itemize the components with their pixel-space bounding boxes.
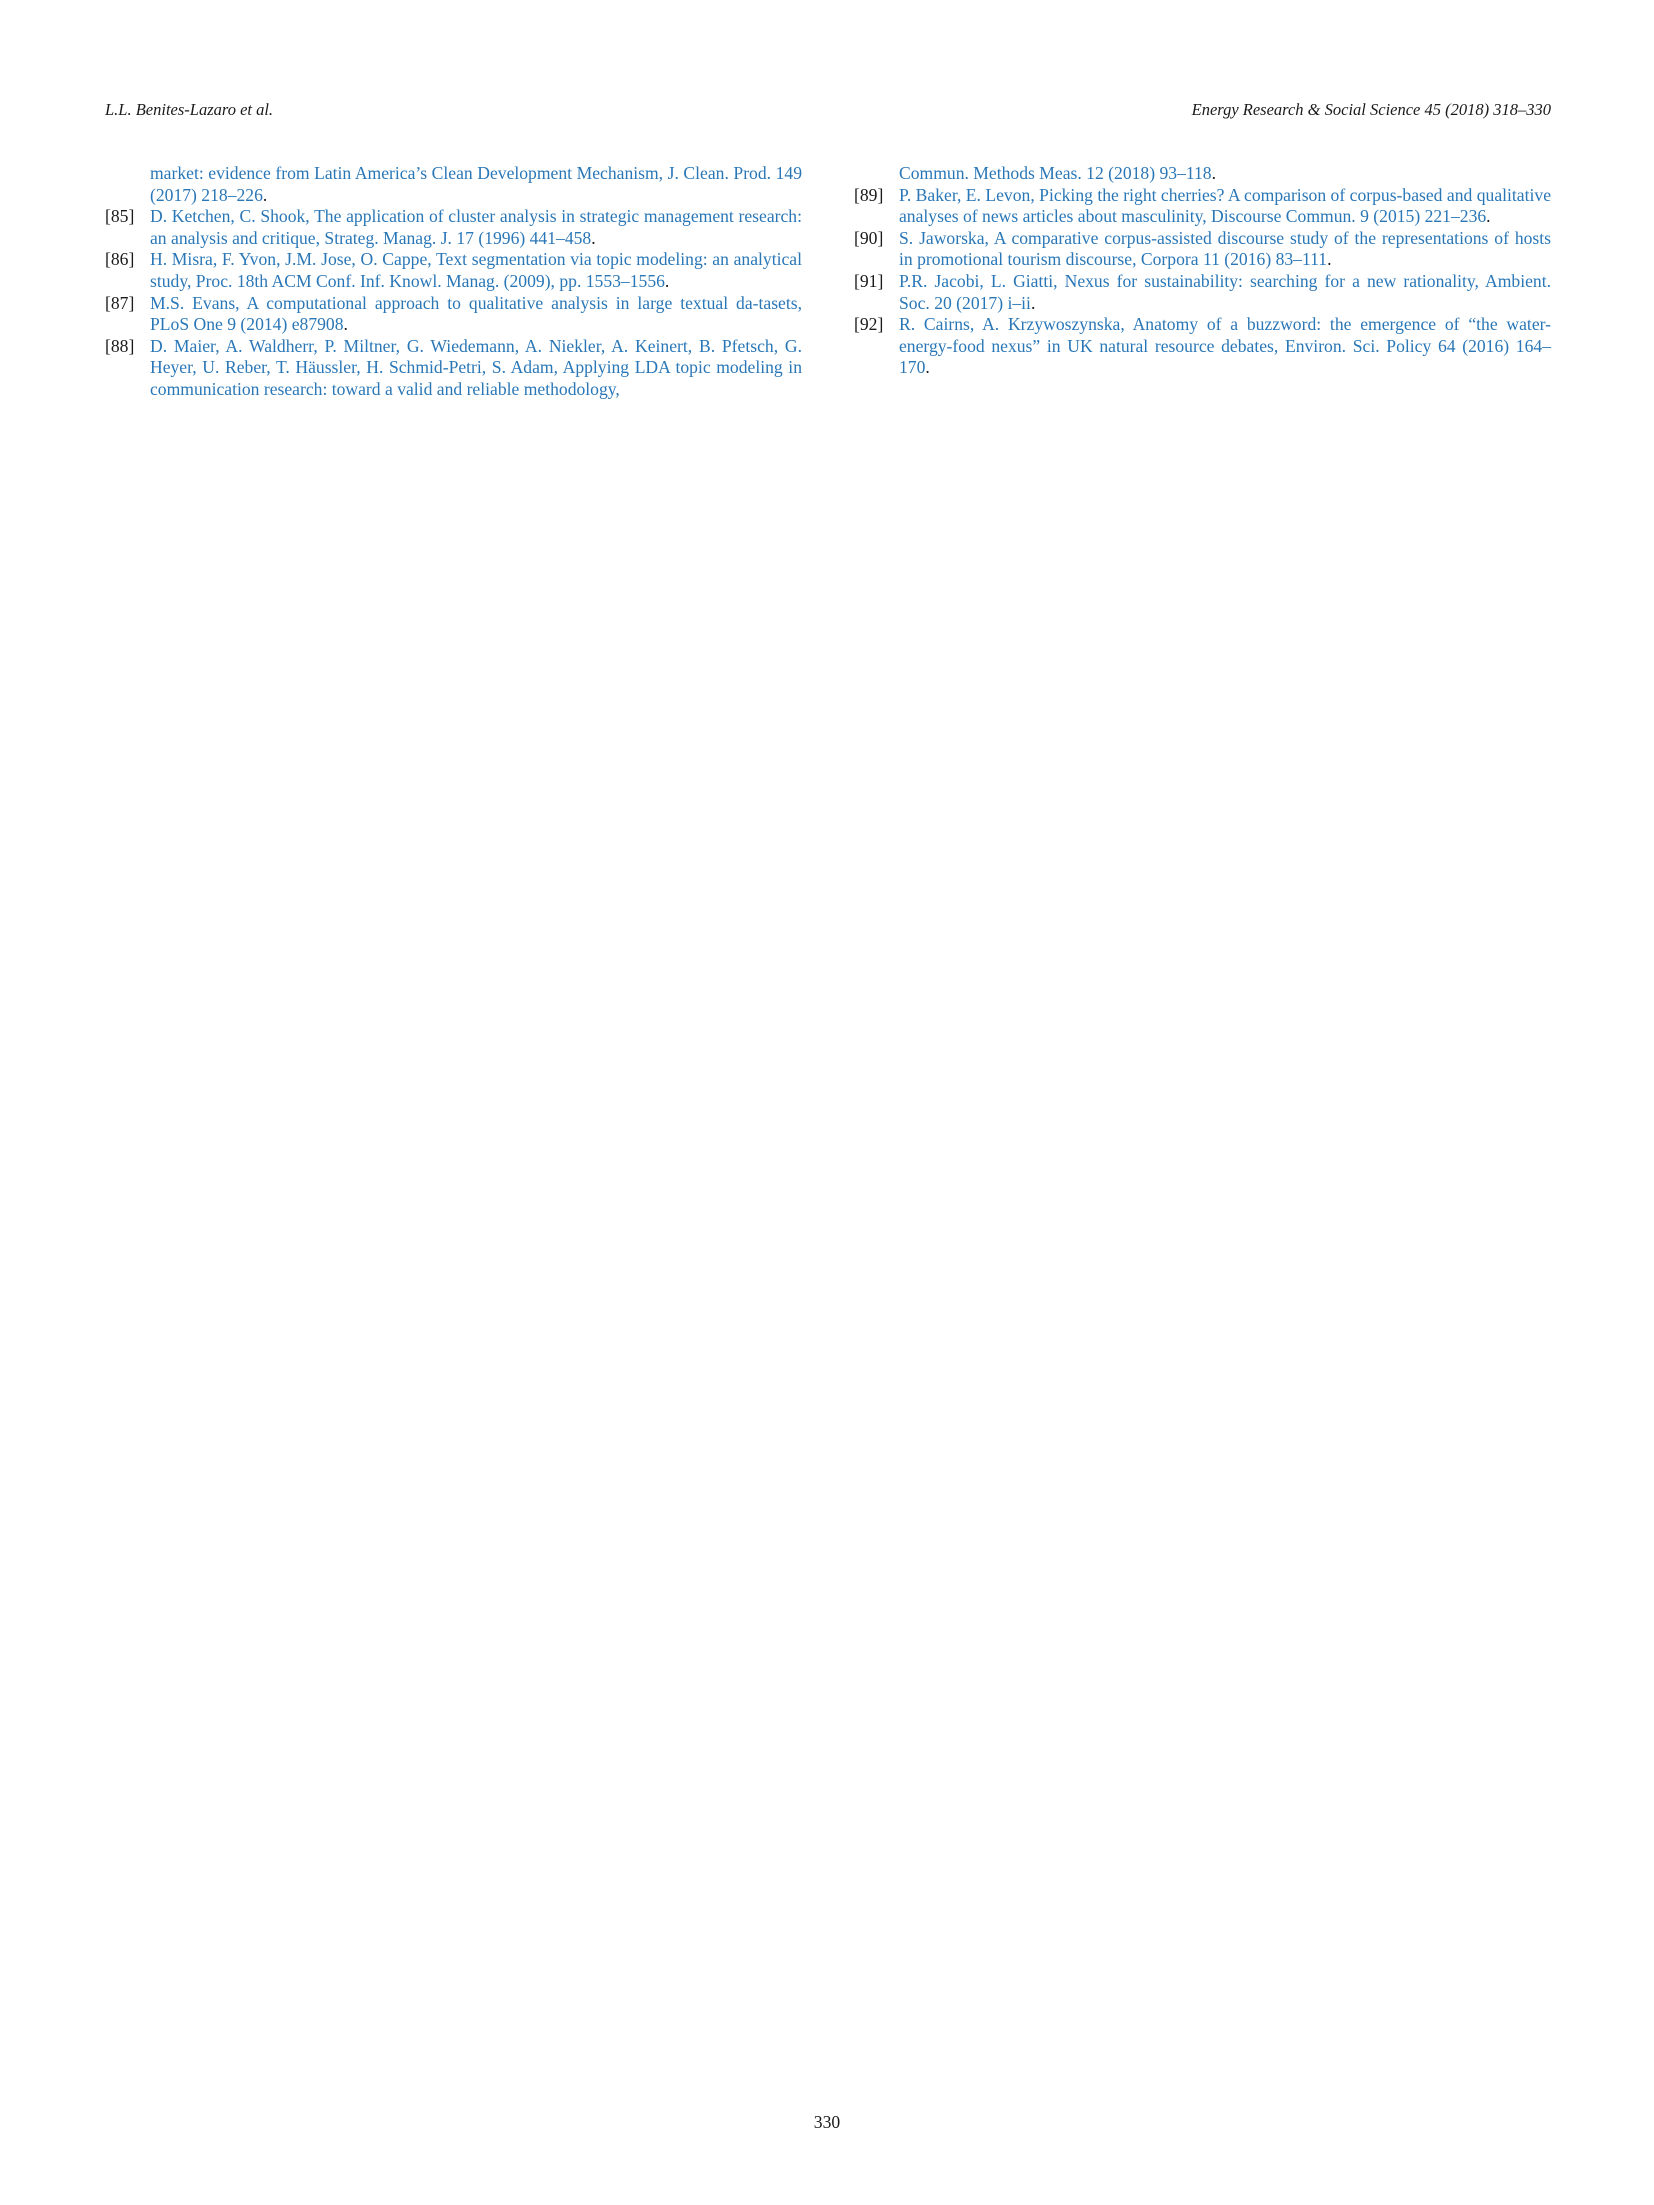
reference-item: [87] M.S. Evans, A computational approach to qualitative analysis in large textual da-tasets, PLoS One 9 (2014) e87908. <box>105 292 802 335</box>
reference-link[interactable]: Commun. Methods Meas. 12 (2018) 93–118 <box>899 163 1212 183</box>
reference-number: [90] <box>854 227 884 248</box>
reference-list-left-column <box>105 163 802 401</box>
reference-number: [87] <box>105 292 135 313</box>
running-head-author: L.L. Benites-Lazaro et al. <box>105 100 274 119</box>
reference-link[interactable]: D. Maier, A. Waldherr, P. Miltner, G. Wiedemann, A. Niekler, A. Keinert, B. Pfetsch, G. Heyer, U. Reber, T. Häussler, H. Schmid-Petri, S. Adam, Applying LDA topic modeling in communication research: toward a valid and reliable methodology, <box>150 335 802 399</box>
reference-link[interactable]: R. Cairns, A. Krzywoszynska, Anatomy of a buzzword: the emergence of “the water-energy-food nexus” in UK natural resource debates, Environ. Sci. Policy 64 (2016) 164–170 <box>899 314 1551 378</box>
reference-item: Commun. Methods Meas. 12 (2018) 93–118. <box>899 163 1217 183</box>
reference-item: [86] H. Misra, F. Yvon, J.M. Jose, O. Cappe, Text segmentation via topic modeling: an analytical study, Proc. 18th ACM Conf. Inf. Knowl. Manag. (2009), pp. 1553–1556. <box>105 249 802 291</box>
reference-link[interactable]: P. Baker, E. Levon, Picking the right cherries? A comparison of corpus-based and qualitative analyses of news articles about masculinity, Discourse Commun. 9 (2015) 221–236 <box>899 184 1551 227</box>
reference-item: [89] P. Baker, E. Levon, Picking the right cherries? A comparison of corpus-based and qualitative analyses of news articles about masculinity, Discourse Commun. 9 (2015) 221–236. <box>854 184 1551 227</box>
reference-list-right-column <box>854 163 1551 379</box>
running-header <box>105 100 1551 124</box>
reference-link[interactable]: P.R. Jacobi, L. Giatti, Nexus for sustainability: searching for a new rationality, Ambient. Soc. 20 (2017) i–ii <box>899 270 1551 313</box>
reference-item: [85] D. Ketchen, C. Shook, The application of cluster analysis in strategic management research: an analysis and critique, Strateg. Manag. J. 17 (1996) 441–458. <box>105 206 802 248</box>
reference-number: [85] <box>105 206 135 227</box>
running-head-journal: Energy Research & Social Science 45 (2018) 318–330 <box>1191 100 1551 119</box>
reference-number: [88] <box>105 335 135 356</box>
reference-item <box>105 336 802 401</box>
page-number: 330 <box>813 2112 841 2132</box>
reference-number: [91] <box>854 270 884 291</box>
reference-link[interactable]: D. Ketchen, C. Shook, The application of cluster analysis in strategic management research: an analysis and critique, Strateg. Manag. J. 17 (1996) 441–458 <box>150 206 802 248</box>
reference-item: market: evidence from Latin America’s Clean Development Mechanism, J. Clean. Prod. 149 (2017) 218–226. <box>150 163 802 205</box>
reference-number: [89] <box>854 184 884 205</box>
reference-item: [91] P.R. Jacobi, L. Giatti, Nexus for sustainability: searching for a new rationality, Ambient. Soc. 20 (2017) i–ii. <box>854 270 1551 313</box>
reference-link[interactable]: market: evidence from Latin America’s Clean Development Mechanism, J. Clean. Prod. 149 (2017) 218–226 <box>150 163 802 205</box>
reference-link[interactable]: H. Misra, F. Yvon, J.M. Jose, O. Cappe, Text segmentation via topic modeling: an analytical study, Proc. 18th ACM Conf. Inf. Knowl. Manag. (2009), pp. 1553–1556 <box>150 249 802 291</box>
reference-item: [90] S. Jaworska, A comparative corpus-assisted discourse study of the representations of hosts in promotional tourism discourse, Corpora 11 (2016) 83–111. <box>854 227 1551 270</box>
reference-number: [92] <box>854 314 884 335</box>
reference-item: [92] R. Cairns, A. Krzywoszynska, Anatomy of a buzzword: the emergence of “the water-energy-food nexus” in UK natural resource debates, Environ. Sci. Policy 64 (2016) 164–170. <box>854 314 1551 378</box>
reference-link[interactable]: M.S. Evans, A computational approach to qualitative analysis in large textual da-tasets, PLoS One 9 (2014) e87908 <box>150 292 802 335</box>
reference-number: [86] <box>105 249 135 270</box>
reference-link[interactable]: S. Jaworska, A comparative corpus-assisted discourse study of the representations of hosts in promotional tourism discourse, Corpora 11 (2016) 83–111 <box>899 227 1551 270</box>
